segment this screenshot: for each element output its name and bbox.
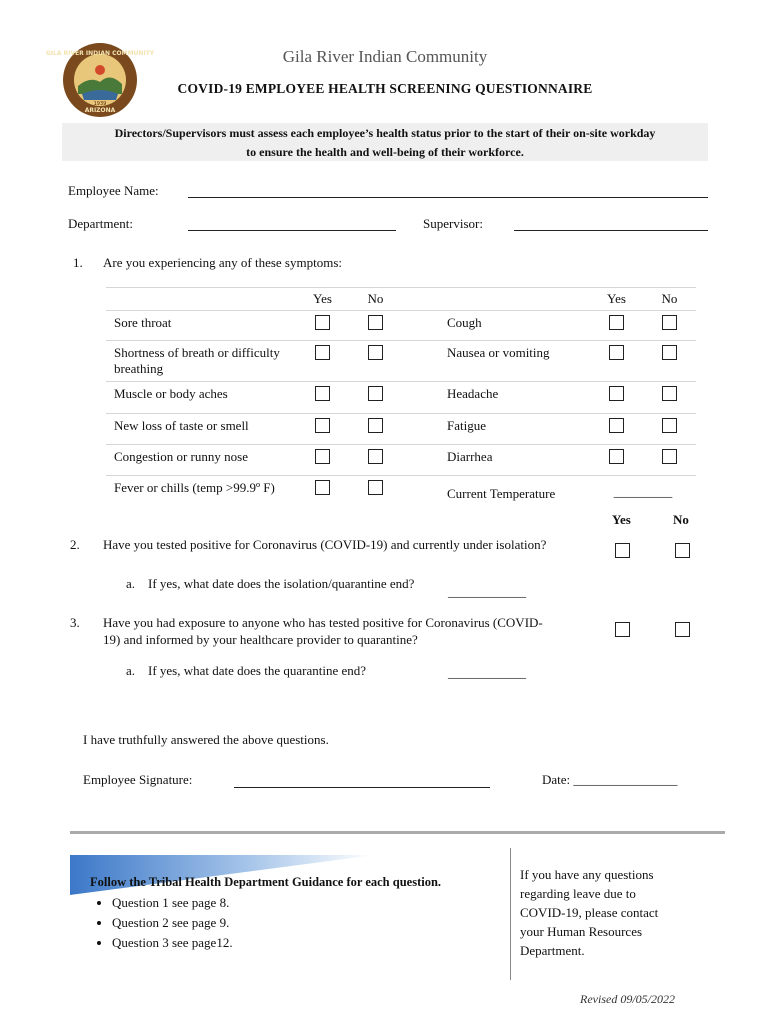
guidance-heading: Follow the Tribal Health Department Guidance for each question. [90,875,442,889]
q3a-label: a. [126,663,136,678]
loss-of-taste-no-checkbox[interactable] [368,418,383,433]
revision-date: Revised 09/05/2022 [580,992,675,1006]
q3a-text: If yes, what date does the quarantine end? [148,663,367,678]
no-header-left: No [349,288,402,311]
q2-number: 2. [70,537,80,552]
department-label: Department: [68,216,133,231]
contact-line-4: your Human Resources [520,924,643,939]
table-spacer [402,288,590,311]
symptom-fatigue: Fatigue [402,414,590,445]
employee-name-label: Employee Name: [68,183,159,198]
q2-text: Have you tested positive for Coronavirus (COVID-19) and currently under isolation? [103,537,547,552]
table-row [106,414,696,445]
yes-column-header: Yes [612,512,631,527]
shortness-of-breath-no-checkbox[interactable] [368,345,383,360]
table-row [106,382,696,414]
table-corner [106,288,296,311]
attestation-statement: I have truthfully answered the above questions. [83,732,329,747]
symptom-muscle-aches: Muscle or body aches [106,382,296,414]
guidance-list [90,893,233,953]
no-column-header: No [673,512,689,527]
guidance-item-q3: • Question 3 see page12. [112,933,233,953]
sore-throat-no-checkbox[interactable] [368,315,383,330]
fatigue-no-checkbox[interactable] [662,418,677,433]
symptom-diarrhea: Diarrhea [402,445,590,476]
fever-yes-checkbox[interactable] [315,480,330,495]
contact-line-2: regarding leave due to [520,886,636,901]
date-field[interactable]: Date: ________________ [542,772,678,787]
headache-no-checkbox[interactable] [662,386,677,401]
congestion-yes-checkbox[interactable] [315,449,330,464]
muscle-aches-no-checkbox[interactable] [368,386,383,401]
contact-line-3: COVID-19, please contact [520,905,659,920]
symptom-sore-throat: Sore throat [106,311,296,341]
notice-line-1: Directors/Supervisors must assess each employee’s health status prior to the start of their on-site workday [114,126,656,140]
q3-number: 3. [70,615,80,630]
q2-no-checkbox[interactable] [675,543,690,558]
shortness-of-breath-yes-checkbox[interactable] [315,345,330,360]
supervisor-label: Supervisor: [423,216,483,231]
symptom-nausea: Nausea or vomiting [402,341,590,382]
form-title: COVID-19 EMPLOYEE HEALTH SCREENING QUESTIONNAIRE [177,81,593,96]
symptom-loss-of-taste: New loss of taste or smell [106,414,296,445]
q3-text-line-1: Have you had exposure to anyone who has tested positive for Coronavirus (COVID- [103,615,543,630]
nausea-yes-checkbox[interactable] [609,345,624,360]
cough-no-checkbox[interactable] [662,315,677,330]
isolation-end-date-field[interactable]: ____________ [448,584,526,599]
section-divider [70,831,725,834]
employee-name-field[interactable] [188,197,708,198]
fatigue-yes-checkbox[interactable] [609,418,624,433]
headache-yes-checkbox[interactable] [609,386,624,401]
q2a-label: a. [126,576,136,591]
guidance-item-q2: • Question 2 see page 9. [112,913,233,933]
nausea-no-checkbox[interactable] [662,345,677,360]
quarantine-end-date-field[interactable]: ____________ [448,665,526,680]
diarrhea-yes-checkbox[interactable] [609,449,624,464]
sore-throat-yes-checkbox[interactable] [315,315,330,330]
organization-name: Gila River Indian Community [282,47,488,66]
supervisor-field[interactable] [514,230,708,231]
symptom-fever: Fever or chills (temp >99.9º F) [106,476,296,510]
yes-header-left: Yes [296,288,349,311]
signature-field[interactable] [234,787,490,788]
symptom-congestion: Congestion or runny nose [106,445,296,476]
signature-label: Employee Signature: [83,772,193,787]
contact-divider [510,848,511,980]
q3-no-checkbox[interactable] [675,622,690,637]
seal-text-top: GILA RIVER INDIAN COMMUNITY [45,50,155,57]
notice-line-2: to ensure the health and well-being of their workforce. [246,145,524,159]
symptom-shortness-of-breath: Shortness of breath or difficulty breathing [106,341,296,382]
seal-text-bottom: ARIZONA [84,107,116,114]
symptoms-table [106,287,696,510]
table-row [106,341,696,382]
supervisor-notice [62,123,708,161]
q1-number: 1. [73,255,83,270]
table-row [106,476,696,510]
q3-text-line-2: 19) and informed by your healthcare provider to quarantine? [103,632,418,647]
congestion-no-checkbox[interactable] [368,449,383,464]
symptom-cough: Cough [402,311,590,341]
q2a-text: If yes, what date does the isolation/quarantine end? [148,576,415,591]
table-row [106,311,696,341]
current-temperature-label: Current Temperature [402,476,590,510]
no-header-right: No [643,288,696,311]
current-temperature-field[interactable]: _________ [590,476,696,510]
symptom-headache: Headache [402,382,590,414]
q2-yes-checkbox[interactable] [615,543,630,558]
yes-header-right: Yes [590,288,643,311]
cough-yes-checkbox[interactable] [609,315,624,330]
muscle-aches-yes-checkbox[interactable] [315,386,330,401]
contact-line-1: If you have any questions [520,867,654,882]
hr-contact-note [520,865,685,960]
table-row [106,445,696,476]
seal-year: 1939 [93,101,107,107]
q3-yes-checkbox[interactable] [615,622,630,637]
fever-no-checkbox[interactable] [368,480,383,495]
contact-line-5: Department. [520,943,585,958]
loss-of-taste-yes-checkbox[interactable] [315,418,330,433]
q1-text: Are you experiencing any of these symptoms: [103,255,342,270]
department-field[interactable] [188,230,396,231]
diarrhea-no-checkbox[interactable] [662,449,677,464]
guidance-item-q1: • Question 1 see page 8. [112,893,233,913]
